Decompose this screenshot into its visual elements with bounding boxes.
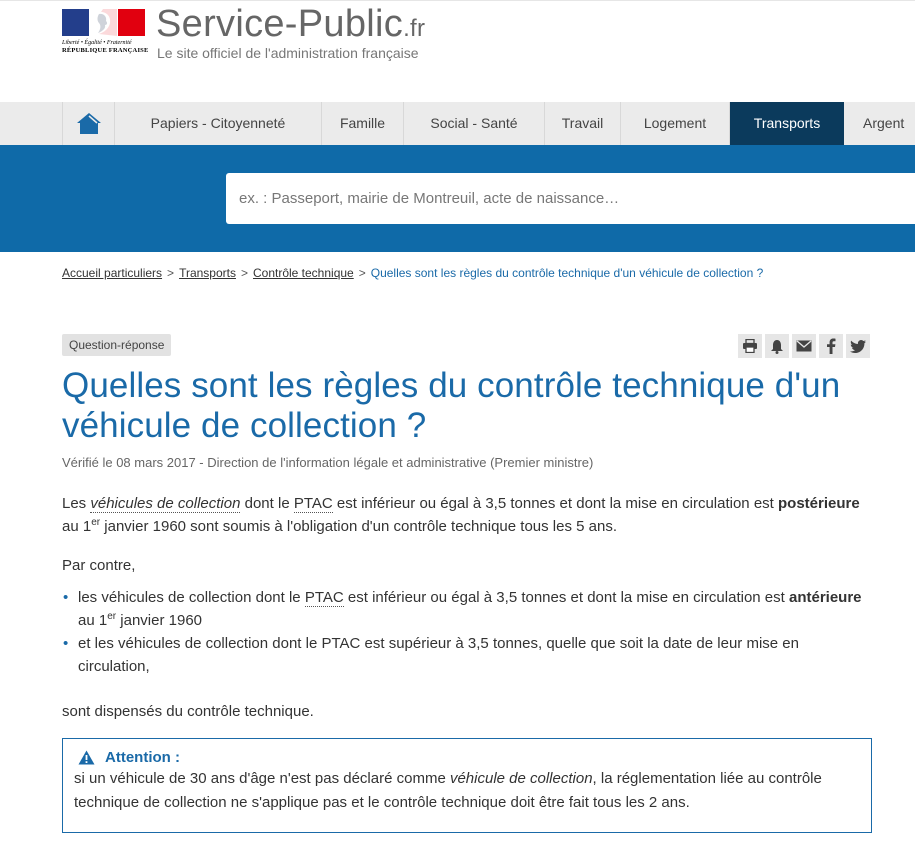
- attention-heading: [74, 749, 871, 766]
- site-subtitle: Le site officiel de l'administration française: [157, 45, 419, 61]
- site-tld: .fr: [403, 15, 426, 42]
- text-span: , la réglementation liée au contrôle technique de collection ne s'applique pas et le contrôle technique doit être fait tous les 2 ans.: [74, 770, 822, 811]
- marianne-profile-icon: [89, 9, 117, 36]
- nav-argent[interactable]: Argent: [863, 115, 905, 131]
- attention-box: [62, 738, 872, 833]
- vehicules-collection-text: véhicules de collection: [90, 495, 241, 512]
- attention-text: [74, 767, 864, 815]
- print-button[interactable]: [738, 334, 762, 358]
- nav-transports[interactable]: Transports: [730, 102, 844, 145]
- anterieure-bold: antérieure: [788, 589, 862, 606]
- text-span: si un véhicule de 30 ans d'âge n'est pas déclaré comme: [74, 770, 450, 787]
- vehicules-collection-link[interactable]: [90, 495, 240, 513]
- home-icon: [76, 112, 102, 135]
- bell-icon: [770, 339, 784, 354]
- marianne-logo[interactable]: [62, 9, 149, 61]
- breadcrumb-separator: >: [240, 266, 248, 280]
- warning-icon: [78, 750, 95, 765]
- text-span: janvier 1960 sont soumis à l'obligation d'un contrôle technique tous les 5 ans.: [100, 518, 617, 535]
- breadcrumb: [62, 266, 763, 280]
- logo-flag: [62, 9, 145, 36]
- list-item: • et les véhicules de collection dont le PTAC est supérieur à 3,5 tonnes, quelle que soit la date de leur mise en circulation,: [62, 632, 862, 678]
- text-span: est inférieur ou égal à 3,5 tonnes et dont la mise en circulation est: [332, 495, 778, 512]
- breadcrumb-separator: >: [167, 266, 175, 280]
- breadcrumb-current: Quelles sont les règles du contrôle technique d'un véhicule de collection ?: [370, 266, 764, 280]
- breadcrumb-controle-technique[interactable]: Contrôle technique: [252, 266, 354, 280]
- facebook-button[interactable]: [819, 334, 843, 358]
- site-header: [0, 0, 915, 102]
- verified-date: Vérifié le 08 mars 2017 - Direction de l'information légale et administrative (Premier ministre): [62, 455, 594, 470]
- exemptions-list: [62, 586, 862, 678]
- site-title[interactable]: [156, 2, 425, 51]
- superscript: er: [107, 611, 117, 622]
- vehicule-collection-italic: véhicule de collection: [449, 770, 593, 787]
- dispenses-paragraph: sont dispensés du contrôle technique.: [62, 703, 314, 720]
- ptac-link[interactable]: PTAC: [304, 589, 344, 606]
- nav-papiers-citoyennete[interactable]: Papiers - Citoyenneté: [115, 102, 322, 145]
- intro-paragraph: [62, 492, 862, 538]
- search-band: [0, 145, 915, 252]
- breadcrumb-separator: >: [358, 266, 366, 280]
- attention-label: Attention :: [105, 749, 180, 766]
- text-span: dont le: [240, 495, 294, 512]
- twitter-button[interactable]: [846, 334, 870, 358]
- par-contre-paragraph: Par contre,: [62, 557, 136, 574]
- site-name: Service-Public: [156, 3, 404, 45]
- text-span: Les: [62, 495, 91, 512]
- text-span: janvier 1960: [116, 612, 203, 629]
- breadcrumb-accueil[interactable]: Accueil particuliers: [62, 266, 163, 280]
- nav-home[interactable]: [62, 102, 115, 145]
- text-span: les véhicules de collection dont le: [78, 589, 305, 606]
- nav-travail[interactable]: Travail: [545, 102, 621, 145]
- email-button[interactable]: [792, 334, 816, 358]
- text-span: au 1: [78, 612, 108, 629]
- content-type-badge: Question-réponse: [62, 334, 171, 356]
- share-toolbar: [738, 334, 870, 358]
- text-span: au 1: [62, 518, 92, 535]
- list-item: [62, 586, 862, 632]
- breadcrumb-transports[interactable]: Transports: [179, 266, 236, 280]
- mail-icon: [796, 340, 812, 352]
- twitter-icon: [850, 340, 866, 353]
- text-span: est inférieur ou égal à 3,5 tonnes et dont la mise en circulation est: [343, 589, 789, 606]
- superscript: er: [91, 517, 101, 528]
- alert-button[interactable]: [765, 334, 789, 358]
- main-nav: [0, 102, 915, 145]
- facebook-icon: [826, 338, 836, 354]
- nav-social-sante[interactable]: Social - Santé: [404, 102, 545, 145]
- nav-logement[interactable]: Logement: [621, 102, 730, 145]
- logo-devise: Liberté • Égalité • Fraternité: [62, 40, 132, 46]
- ptac-link[interactable]: PTAC: [293, 495, 333, 512]
- page-title: Quelles sont les règles du contrôle technique d'un véhicule de collection ?: [62, 366, 841, 445]
- nav-famille[interactable]: Famille: [322, 102, 404, 145]
- search-input[interactable]: [226, 173, 915, 224]
- print-icon: [742, 339, 758, 353]
- logo-republique: RÉPUBLIQUE FRANÇAISE: [62, 47, 149, 54]
- posterieure-bold: postérieure: [778, 495, 860, 512]
